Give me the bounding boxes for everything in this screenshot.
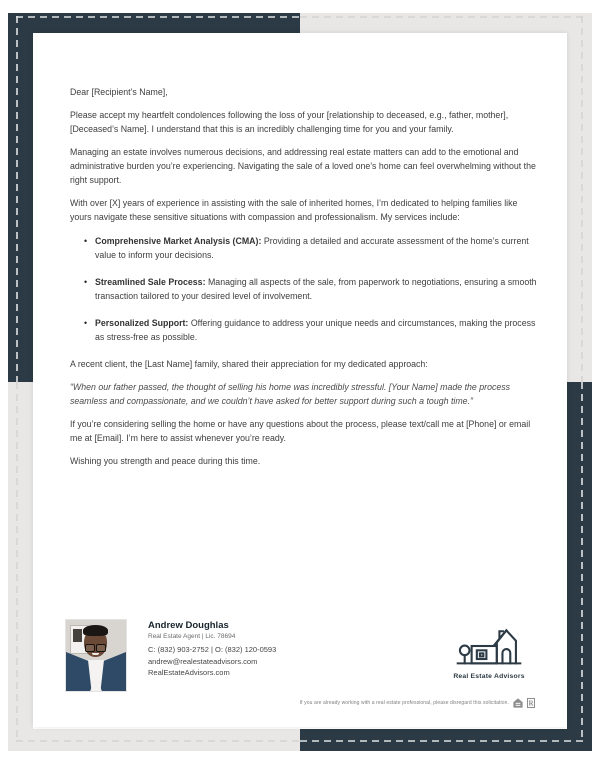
letter-body — [70, 85, 538, 477]
paragraph-cta: If you’re considering selling the home or have any questions about the process, please text/call me at [Phone] or email me at [Email]. I’m here to assist whenever you’re ready. — [70, 419, 531, 443]
frame-band-top-right — [300, 13, 592, 33]
photo-smile — [92, 653, 99, 655]
company-logo — [452, 624, 526, 680]
paragraph-farewell: Wishing you strength and peace during this time. — [70, 456, 261, 466]
agent-name: Andrew Doughlas — [148, 620, 229, 631]
frame-band-bottom-left — [8, 729, 300, 751]
svg-text:R: R — [528, 699, 534, 708]
frame-band-left-bottom — [8, 382, 33, 751]
frame-band-top-left — [8, 13, 300, 33]
testimonial-intro: A recent client, the [Last Name] family, shared their appreciation for my dedicated approach: — [70, 359, 428, 369]
service-item-sale-process — [84, 275, 538, 303]
service-lead: Comprehensive Market Analysis (CMA): — [95, 236, 262, 246]
paragraph-estate-burden: Managing an estate involves numerous decisions, and addressing real estate matters can add to the emotional and administrative burden you’re experiencing. Navigating the sale of a loved one’s home can feel overwhelming without the right support. — [70, 147, 536, 185]
agent-email: andrew@realestateadvisors.com — [148, 656, 258, 666]
service-text: Providing a detailed and accurate assessment of the home’s current value to inform your decisions. — [95, 236, 529, 260]
company-logo-name: Real Estate Advisors — [453, 673, 525, 680]
agent-photo — [65, 619, 127, 692]
house-logo-icon — [456, 624, 522, 668]
service-lead: Streamlined Sale Process: — [95, 277, 206, 287]
service-item-support — [84, 316, 538, 344]
services-list — [70, 234, 538, 344]
photo-glasses-right — [96, 644, 106, 652]
frame-band-bottom-right — [300, 729, 592, 751]
agent-website: RealEstateAdvisors.com — [148, 668, 230, 677]
frame-band-right-top — [567, 13, 592, 382]
paragraph-condolence: Please accept my heartfelt condolences following the loss of your [relationship to deceased, e.g., father, mother], [Deceased’s Name]. I understand that this is an incredibly challenging time for you and your family. — [70, 110, 509, 134]
disclaimer-text: If you are already working with a real estate professional, please disregard this solicitation. — [299, 700, 509, 706]
frame-band-right-bottom — [567, 382, 592, 751]
realtor-icon — [527, 698, 535, 708]
frame-band-left-top — [8, 13, 33, 382]
signature-block — [148, 620, 276, 679]
photo-glasses-left — [85, 644, 95, 652]
paragraph-experience: With over [X] years of experience in assisting with the sale of inherited homes, I’m dedicated to helping families like yours navigate these sensitive situations with compassion and professionalism. My services include: — [70, 198, 518, 222]
letter-sheet — [33, 33, 567, 727]
salutation: Dear [Recipient’s Name], — [70, 87, 168, 97]
service-text: Offering guidance to address your unique needs and circumstances, making the process as stress-free as possible. — [95, 318, 536, 342]
service-text: Managing all aspects of the sale, from paperwork to negotiations, ensuring a smooth transaction tailored to your desired level of involvement. — [95, 277, 537, 301]
service-lead: Personalized Support: — [95, 318, 189, 328]
photo-hair — [83, 625, 108, 636]
testimonial-quote: “When our father passed, the thought of selling his home was incredibly stressful. [Your Name] made the process seamless and compassionate, and we couldn’t have asked for better support during such a tough time.” — [70, 382, 511, 406]
service-item-cma — [84, 234, 538, 262]
equal-housing-icon — [513, 698, 523, 708]
agent-role-license: Real Estate Agent | Lic. 78694 — [148, 633, 236, 640]
footer-disclaimer-row — [300, 698, 535, 708]
agent-phones: C: (832) 903-2752 | O: (832) 120-0593 — [148, 645, 277, 654]
